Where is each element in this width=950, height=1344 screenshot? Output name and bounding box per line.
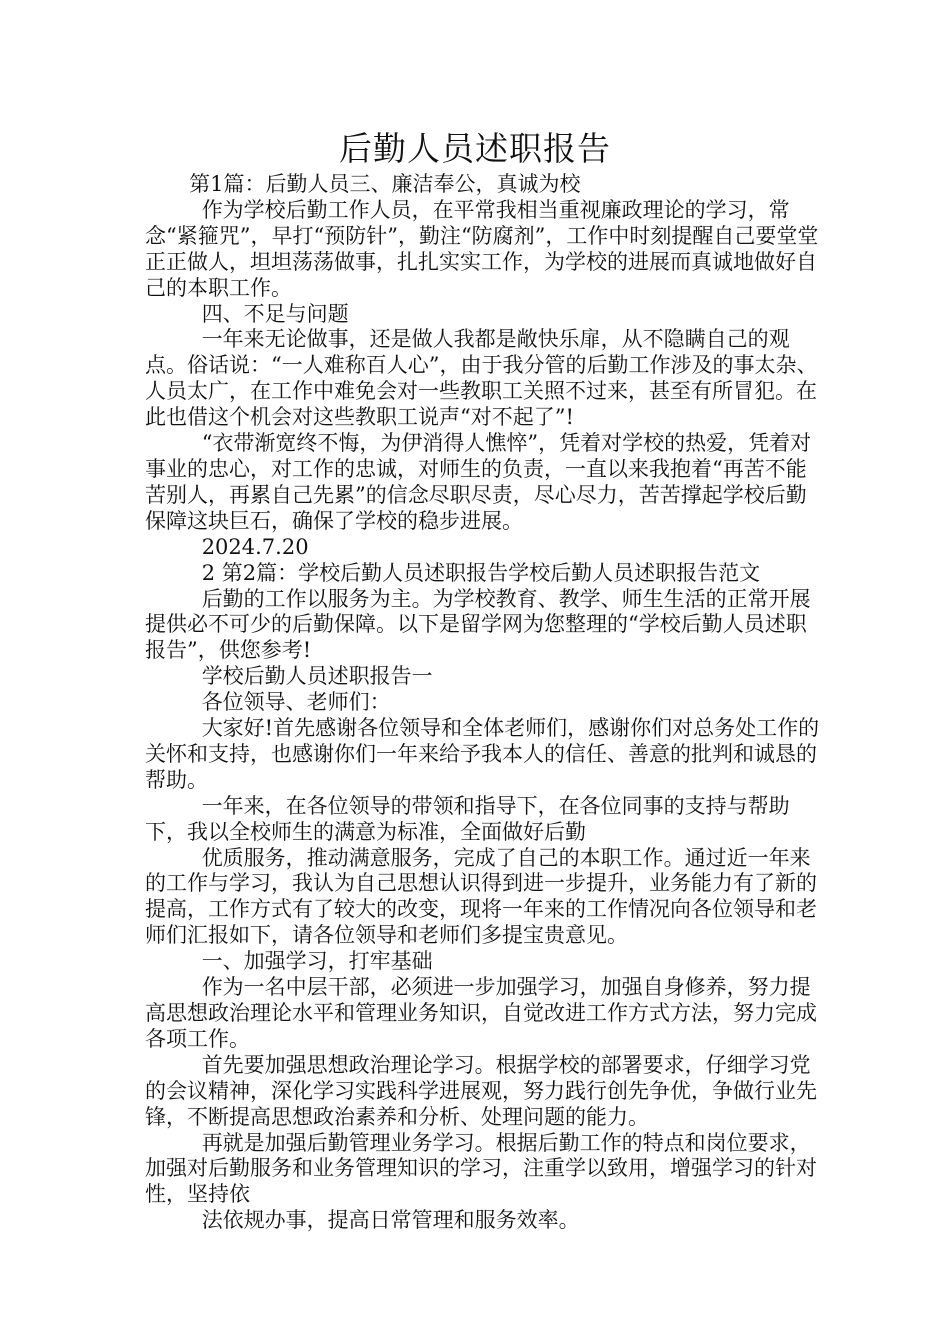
paragraph: 首先要加强思想政治理论学习。根据学校的部署要求，仔细学习党的会议精神，深化学习实践科学进展观，努力践行创先争优，争做行业先锋，不断提高思想政治素养和分析、处理问题的能力。 (145, 1052, 817, 1129)
section-heading: 四、不足与问题 (201, 301, 349, 326)
paragraph: 再就是加强后勤管理业务学习。根据后勤工作的特点和岗位要求，加强对后勤服务和业务管理知识的学习，注重学以致用，增强学习的针对性，坚持依 (145, 1130, 817, 1207)
document-body (145, 172, 821, 1234)
paragraph: 法依规办事，提高日常管理和服务效率。 (201, 1208, 580, 1233)
paragraph: “衣带渐宽终不悔，为伊消得人憔悴”，凭着对学校的热爱，凭着对事业的忠心，对工作的忠诚，对师生的负责，一直以来我抱着“再苦不能苦别人，再累自己先累”的信念尽职尽责，尽心尽力，苦苦撑起学校后勤保障这块巨石，确保了学校的稳步进展。 (145, 431, 812, 533)
paragraph: 作为一名中层干部，必须进一步加强学习，加强自身修养，努力提高思想政治理论水平和管理业务知识，自觉改进工作方式方法，努力完成各项工作。 (145, 975, 817, 1051)
paragraph: 一年来无论做事，还是做人我都是敞快乐扉，从不隐瞒自己的观点。俗话说：“一人难称百人心”，由于我分管的后勤工作涉及的事太杂、人员太广，在工作中难免会对一些教职工关照不过来，甚至有所冒犯。在此也借这个机会对这些教职工说声“对不起了”! (145, 327, 818, 430)
paragraph: 一年来，在各位领导的带领和指导下，在各位同事的支持与帮助下，我以全校师生的满意为标准，全面做好后勤 (145, 793, 790, 844)
date-line: 2024.7.20 (201, 534, 309, 559)
section-heading: 一、加强学习，打牢基础 (201, 949, 433, 974)
section-heading: 2 第2篇：学校后勤人员述职报告学校后勤人员述职报告范文 (201, 560, 761, 585)
paragraph: 后勤的工作以服务为主。为学校教育、教学、师生生活的正常开展提供必不可少的后勤保障。以下是留学网为您整理的“学校后勤人员述职报告”，供您参考! (145, 586, 811, 663)
document-title: 后勤人员述职报告 (339, 129, 611, 168)
paragraph: 优质服务，推动满意服务，完成了自己的本职工作。通过近一年来的工作与学习，我认为自己思想认识得到进一步提升，业务能力有了新的提高，工作方式有了较大的改变，现将一年来的工作情况向各位领导和老师们汇报如下，请各位领导和老师们多提宝贵意见。 (145, 845, 817, 948)
paragraph: 作为学校后勤工作人员，在平常我相当重视廉政理论的学习，常念“紧箍咒”，早打“预防针”，勤注“防腐剂”，工作中时刻提醒自己要堂堂正正做人，坦坦荡荡做事，扎扎实实工作，为学校的进展而真诚地做好自己的本职工作。 (145, 197, 819, 300)
section-heading: 学校后勤人员述职报告一 (201, 664, 433, 689)
salutation: 各位领导、老师们： (201, 690, 391, 715)
section-heading: 第1篇：后勤人员三、廉洁奉公，真诚为校 (189, 172, 581, 196)
paragraph: 大家好!首先感谢各位领导和全体老师们，感谢你们对总务处工作的关怀和支持，也感谢你们一年来给予我本人的信任、善意的批判和诚恳的帮助。 (145, 716, 820, 792)
